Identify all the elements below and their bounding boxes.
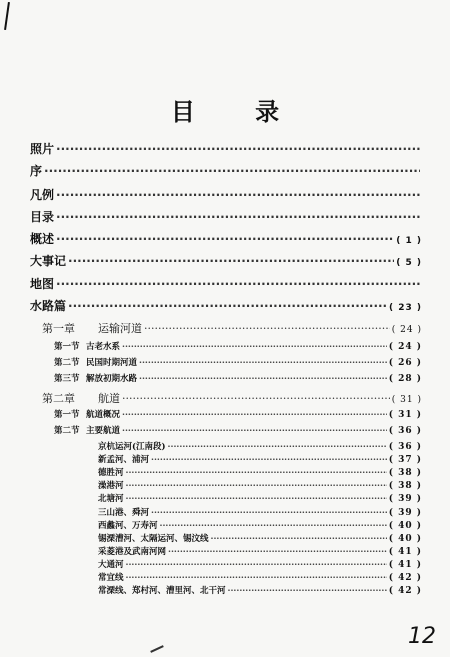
dot-leader [126, 560, 387, 570]
toc-entry [98, 466, 422, 478]
dot-leader [160, 521, 387, 531]
toc-entry-label [98, 506, 149, 518]
toc-entry-label [30, 162, 42, 179]
dot-leader [122, 342, 387, 352]
toc-entry-title: 三山港、舜河 [98, 507, 150, 518]
toc-entry [42, 390, 422, 406]
toc-entry [98, 545, 422, 557]
toc-entry [30, 252, 422, 269]
toc-entry-label [30, 186, 54, 203]
toc-entry-title: 序 [30, 164, 43, 178]
toc-page-number: ( 24 ) [388, 342, 422, 352]
toc-section-number: 第一章 [42, 322, 75, 335]
toc-entry-label [98, 479, 124, 491]
toc-section-number: 第一节 [54, 342, 80, 352]
toc-entry-label [98, 466, 124, 478]
toc-entry [98, 519, 422, 531]
toc-entry-title: 目录 [30, 210, 55, 224]
toc-entry [98, 532, 422, 544]
handwritten-page-number: 12 [408, 624, 436, 649]
dot-leader [56, 232, 394, 246]
toc-entry-label [30, 140, 54, 157]
toc-section-number: 第二节 [54, 426, 80, 436]
toc-page-number: ( 31 ) [388, 410, 422, 420]
toc-entry-label [98, 532, 209, 544]
toc-entry [54, 340, 422, 352]
toc-entry-title: 锡溧漕河、太隔运河、锡汶线 [98, 533, 209, 544]
toc-entry-title: 水路篇 [30, 299, 67, 313]
dot-leader [211, 534, 387, 544]
dot-leader [126, 468, 387, 478]
toc-page-number: ( 42 ) [388, 573, 422, 583]
toc-entry-label [54, 424, 120, 436]
toc-entry-title: 北塘河 [98, 494, 124, 505]
toc-page-number: ( 42 ) [388, 586, 422, 597]
toc-entry [98, 492, 422, 504]
toc-entry-label [98, 584, 226, 596]
toc-entry-label [98, 519, 158, 531]
toc-page-number: ( 36 ) [388, 426, 422, 436]
toc-entry [98, 558, 422, 570]
toc-page-number: ( 28 ) [388, 374, 422, 384]
toc-entry-title: 大事记 [30, 254, 67, 268]
dot-leader [139, 374, 387, 384]
pen-scribble [150, 645, 164, 653]
toc-entry-label [54, 356, 137, 368]
toc-page-number: ( 38 ) [388, 481, 422, 492]
toc-entry [30, 162, 422, 179]
toc-page-number: ( 5 ) [396, 258, 422, 268]
toc-page-number: ( 39 ) [388, 494, 422, 505]
toc-entry [98, 440, 422, 452]
dot-leader [126, 481, 387, 491]
toc-entry [30, 297, 422, 314]
dot-leader [122, 410, 387, 420]
toc-entry [98, 584, 422, 596]
dot-leader [68, 254, 394, 268]
dot-leader [151, 508, 387, 518]
toc-entry-title: 解放初期水路 [86, 374, 138, 384]
toc-entry-label [30, 297, 66, 314]
dot-leader [168, 547, 387, 557]
toc-entry-label [30, 275, 54, 292]
toc-entry-title: 西蠡河、万寿河 [98, 520, 158, 531]
toc-entry [54, 356, 422, 368]
toc-entry-label [98, 545, 166, 557]
toc-page-number: ( 41 ) [388, 559, 422, 570]
toc-entry-title: 常宜线 [98, 573, 124, 583]
toc-entry-title: 主要航道 [86, 426, 121, 436]
toc-page-number: ( 40 ) [388, 520, 422, 531]
toc-entry-title: 新孟河、浦河 [98, 455, 150, 466]
toc-entry-label [30, 230, 54, 247]
toc-entry [98, 479, 422, 491]
toc-entry-label [54, 372, 137, 384]
toc-entry-title: 地图 [30, 277, 55, 291]
toc-entry-title: 德胜河 [98, 468, 124, 479]
toc-page-number: ( 36 ) [388, 442, 422, 452]
toc-entry-title: 航道 [98, 392, 120, 405]
toc-page-number: ( 39 ) [388, 507, 422, 518]
dot-leader [126, 573, 387, 583]
toc-entry [30, 186, 422, 203]
toc-entry-title: 运输河道 [98, 322, 142, 335]
dot-leader [151, 455, 387, 465]
toc-entry-title: 民国时期河道 [86, 358, 138, 368]
toc-entry-title: 澡港河 [98, 481, 124, 492]
toc-entry [30, 230, 422, 247]
dot-leader [56, 188, 420, 202]
toc-section-number: 第一节 [54, 410, 80, 420]
toc-entry-label [30, 208, 54, 225]
toc-entry-title: 采菱港及武南河网 [98, 546, 167, 557]
toc-page-number: ( 26 ) [388, 358, 422, 368]
toc-section-number: 第二节 [54, 358, 80, 368]
toc-entry-title: 常溧线、郑村河、漕里河、北干河 [98, 586, 226, 597]
toc-entry-title: 京杭运河(江南段) [98, 442, 166, 452]
toc-entry [42, 320, 422, 336]
dot-leader [68, 299, 387, 313]
dot-leader [44, 164, 420, 178]
margin-pen-mark [4, 2, 10, 30]
toc-entry-label [98, 558, 124, 570]
toc-entry [54, 372, 422, 384]
dot-leader [126, 494, 387, 504]
toc-section-number: 第二章 [42, 392, 75, 405]
toc-entry-title: 古老水系 [86, 342, 121, 352]
toc-entry-label [98, 571, 124, 583]
toc-page-number: ( 40 ) [388, 533, 422, 544]
toc-entry-label [42, 320, 142, 336]
toc-page-number: ( 31 ) [391, 395, 422, 405]
dot-leader [122, 426, 387, 436]
dot-leader [122, 392, 390, 405]
dot-leader [144, 322, 390, 335]
toc-entry [98, 571, 422, 583]
dot-leader [228, 586, 387, 596]
toc-entry [30, 208, 422, 225]
toc-entry-label [98, 492, 124, 504]
toc-entry [54, 408, 422, 420]
toc-entry [54, 424, 422, 436]
toc-page-number: ( 38 ) [388, 468, 422, 479]
toc-entry-title: 凡例 [30, 188, 55, 202]
toc-entry [30, 275, 422, 292]
dot-leader [56, 210, 420, 224]
toc-entry-title: 照片 [30, 142, 55, 156]
toc-page-number: ( 37 ) [388, 455, 422, 466]
toc-entry-label [54, 408, 120, 420]
dot-leader [56, 142, 420, 156]
dot-leader [139, 358, 387, 368]
toc-entry-label [98, 453, 149, 465]
dot-leader [168, 442, 387, 452]
page-title: 目 录 [170, 98, 306, 126]
toc-page-number: ( 1 ) [396, 236, 422, 246]
toc-page-number: ( 24 ) [391, 325, 422, 335]
toc-section-number: 第三节 [54, 374, 80, 384]
toc-page-number: ( 41 ) [388, 546, 422, 557]
toc-entry-label [54, 340, 120, 352]
dot-leader [56, 277, 420, 291]
toc-entry [98, 453, 422, 465]
toc-entry-label [30, 252, 66, 269]
toc-entry-label [98, 440, 166, 452]
toc-entry-title: 航道概况 [86, 410, 121, 420]
toc-entry-title: 大通河 [98, 559, 124, 570]
toc-entry-title: 概述 [30, 232, 55, 246]
toc-entry [30, 140, 422, 157]
toc-entry-label [42, 390, 120, 406]
toc-entry [98, 506, 422, 518]
toc-page-number: ( 23 ) [388, 303, 422, 313]
